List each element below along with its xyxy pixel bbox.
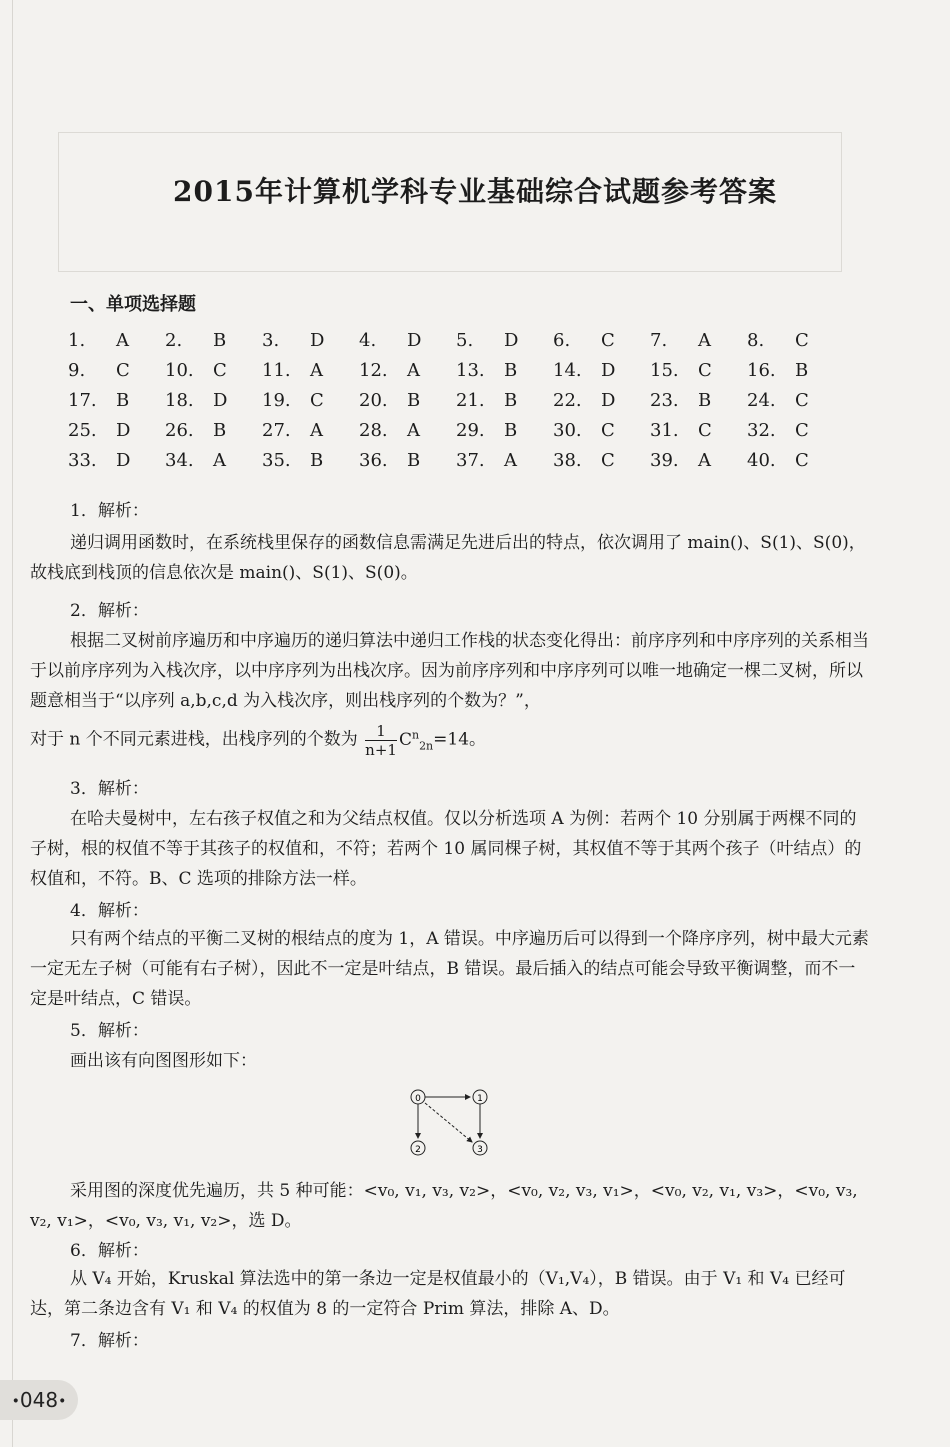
question-number: 8. — [747, 330, 765, 351]
answer-letter: B — [504, 390, 518, 411]
question-number: 12. — [359, 360, 388, 381]
answer-letter: C — [310, 390, 324, 411]
answer-letter: B — [504, 360, 518, 381]
comb-sup: n — [411, 728, 420, 741]
formula-result: =14。 — [433, 729, 487, 750]
answer-item — [456, 330, 518, 351]
answer-item — [68, 360, 130, 381]
question-number: 20. — [359, 390, 388, 411]
explanation-5-text: 画出该有向图图形如下： — [70, 1051, 257, 1071]
answer-item — [68, 330, 129, 351]
question-number: 13. — [456, 360, 485, 381]
answer-item — [650, 360, 712, 381]
answer-letter: B — [407, 390, 421, 411]
answer-item — [747, 450, 809, 471]
answer-item — [262, 330, 324, 351]
question-number: 21. — [456, 390, 485, 411]
explanation-7-label: 7．解析： — [70, 1331, 149, 1351]
answer-item — [456, 420, 517, 441]
fraction-denominator: n+1 — [365, 740, 397, 759]
question-number: 9. — [68, 360, 86, 381]
question-number: 33. — [68, 450, 97, 471]
answer-row — [68, 450, 828, 480]
answer-item — [650, 390, 711, 411]
answer-item — [650, 450, 711, 471]
answer-letter: B — [310, 450, 324, 471]
answer-item — [747, 360, 808, 381]
answer-letter: B — [698, 390, 712, 411]
comb-symbol: C — [398, 729, 412, 750]
page-title: 2015年计算机学科专业基础综合试题参考答案 — [173, 175, 777, 208]
formula-lead: 对于 n 个不同元素进栈，出栈序列的个数为 — [30, 729, 358, 750]
answer-letter: C — [795, 330, 809, 351]
answer-letter: A — [310, 360, 323, 381]
page-number-tab: •048• — [0, 1380, 78, 1420]
answer-item — [456, 360, 517, 381]
answer-letter: C — [116, 360, 130, 381]
explanation-1-text: 递归调用函数时，在系统栈里保存的函数信息需满足先进后出的特点，依次调用了 main()、S(1)、S(0)，故栈底到栈顶的信息依次是 main()、S(1)、S(0)。 — [30, 533, 866, 583]
answer-item — [165, 360, 227, 381]
combination — [398, 728, 434, 753]
answer-item — [262, 390, 324, 411]
question-number: 11. — [262, 360, 291, 381]
answer-letter: A — [213, 450, 226, 471]
question-number: 10. — [165, 360, 194, 381]
answer-letter: D — [504, 330, 519, 351]
explanation-2-label: 2．解析： — [70, 601, 149, 621]
answer-item — [68, 420, 130, 441]
question-number: 6. — [553, 330, 571, 351]
answer-item — [747, 390, 809, 411]
answer-item — [650, 420, 712, 441]
answer-letter: A — [116, 330, 129, 351]
answer-item — [359, 360, 420, 381]
answer-letter: D — [310, 330, 325, 351]
question-number: 34. — [165, 450, 194, 471]
answer-letter: D — [116, 450, 131, 471]
answer-letter: C — [795, 450, 809, 471]
answer-letter: C — [795, 420, 809, 441]
answer-item — [165, 450, 226, 471]
question-number: 7. — [650, 330, 668, 351]
node-3-label: 3 — [477, 1145, 483, 1155]
question-number: 29. — [456, 420, 485, 441]
explanation-4-text: 只有两个结点的平衡二叉树的根结点的度为 1，A 错误。中序遍历后可以得到一个降序序列，树中最大元素一定无左子树（可能有右子树），因此不一定是叶结点，B 错误。最后插入的结点可能会导致平衡调整，而不一定是叶结点，C 错误。 — [30, 929, 869, 1009]
question-number: 38. — [553, 450, 582, 471]
answer-letter: A — [698, 330, 711, 351]
binding-margin — [12, 0, 13, 1447]
explanation-3-text: 在哈夫曼树中，左右孩子权值之和为父结点权值。仅以分析选项 A 为例：若两个 10 分别属于两棵不同的子树，根的权值不等于其孩子的权值和，不符；若两个 10 属同棵子树，其权值不等于其两个孩子（叶结点）的权值和，不符。B、C 选项的排除方法一样。 — [30, 809, 862, 889]
answer-letter: D — [116, 420, 131, 441]
node-1-label: 1 — [477, 1094, 483, 1104]
answer-item — [456, 390, 517, 411]
explanation-2-formula-line — [30, 720, 870, 761]
question-number: 18. — [165, 390, 194, 411]
explanation-3-label: 3．解析： — [70, 779, 149, 799]
answer-item — [553, 420, 615, 441]
answer-item — [747, 330, 809, 351]
explanation-2-text: 根据二叉树前序遍历和中序遍历的递归算法中递归工作栈的状态变化得出：前序序列和中序序列的关系相当于以前序序列为入栈次序，以中序序列为出栈次序。因为前序序列和中序序列可以唯一地确定一棵二叉树，所以题意相当于“以序列 a,b,c,d 为入栈次序，则出栈序列的个数为？”， — [30, 631, 869, 711]
answer-item — [650, 330, 711, 351]
question-number: 32. — [747, 420, 776, 441]
answer-item — [68, 450, 130, 471]
answer-letter: B — [504, 420, 518, 441]
comb-sub: 2n — [419, 739, 434, 753]
answer-letter: D — [601, 360, 616, 381]
page-number: 048 — [19, 1388, 59, 1412]
answer-letter: C — [795, 390, 809, 411]
explanation-5-text2: 采用图的深度优先遍历，共 5 种可能：<v₀, v₁, v₃, v₂>，<v₀, v₂, v₃, v₁>，<v₀, v₂, v₁, v₃>，<v₀, v₃, v₂, v₁>，<v₀, v₃, v₁, v₂>，选 D。 — [30, 1181, 858, 1231]
question-number: 40. — [747, 450, 776, 471]
fraction-numerator: 1 — [365, 722, 397, 741]
question-number: 27. — [262, 420, 291, 441]
question-number: 3. — [262, 330, 280, 351]
answer-item — [165, 390, 227, 411]
explanation-5-label: 5．解析： — [70, 1021, 149, 1041]
answer-letter: B — [116, 390, 130, 411]
answer-item — [165, 330, 226, 351]
question-number: 4. — [359, 330, 377, 351]
answer-letter: D — [407, 330, 422, 351]
question-number: 25. — [68, 420, 97, 441]
explanation-6-label: 6．解析： — [70, 1241, 149, 1261]
answer-letter: C — [698, 420, 712, 441]
explanation-6-text: 从 V₄ 开始，Kruskal 算法选中的第一条边一定是权值最小的（V₁,V₄），B 错误。由于 V₁ 和 V₄ 已经可达，第二条边含有 V₁ 和 V₄ 的权值为 8 的一定符合 Prim 算法，排除 A、D。 — [30, 1269, 846, 1319]
question-number: 19. — [262, 390, 291, 411]
answer-item — [165, 420, 226, 441]
question-number: 14. — [553, 360, 582, 381]
question-number: 28. — [359, 420, 388, 441]
answer-row — [68, 330, 828, 360]
question-number: 5. — [456, 330, 474, 351]
answer-letter: B — [407, 450, 421, 471]
answer-item — [68, 390, 129, 411]
answer-item — [553, 450, 615, 471]
question-number: 1. — [68, 330, 86, 351]
explanation-4-label: 4．解析： — [70, 901, 149, 921]
answer-letter: B — [795, 360, 809, 381]
question-number: 30. — [553, 420, 582, 441]
answer-letter: A — [698, 450, 711, 471]
answer-letter: D — [601, 390, 616, 411]
section-heading: 一、单项选择题 — [70, 294, 196, 315]
answer-item — [456, 450, 517, 471]
question-number: 23. — [650, 390, 679, 411]
answer-item — [359, 450, 420, 471]
answer-letter: C — [601, 420, 615, 441]
answer-grid — [68, 330, 828, 480]
answer-item — [359, 390, 420, 411]
question-number: 37. — [456, 450, 485, 471]
answer-letter: A — [407, 420, 420, 441]
question-number: 15. — [650, 360, 679, 381]
answer-item — [359, 420, 420, 441]
answer-item — [553, 330, 615, 351]
answer-item — [747, 420, 809, 441]
answer-letter: A — [310, 420, 323, 441]
answer-row — [68, 390, 828, 420]
question-number: 39. — [650, 450, 679, 471]
answer-item — [553, 360, 615, 381]
answer-row — [68, 420, 828, 450]
answer-letter: A — [407, 360, 420, 381]
question-number: 36. — [359, 450, 388, 471]
question-number: 24. — [747, 390, 776, 411]
answer-letter: C — [601, 330, 615, 351]
answer-letter: B — [213, 330, 227, 351]
answer-letter: C — [213, 360, 227, 381]
explanation-1-label: 1．解析： — [70, 501, 149, 521]
question-number: 26. — [165, 420, 194, 441]
fraction — [365, 722, 397, 759]
answer-item — [359, 330, 421, 351]
answer-item — [553, 390, 615, 411]
answer-letter: C — [698, 360, 712, 381]
question-number: 2. — [165, 330, 183, 351]
answer-letter: B — [213, 420, 227, 441]
edge-0-3 — [425, 1103, 472, 1142]
question-number: 16. — [747, 360, 776, 381]
node-2-label: 2 — [415, 1145, 421, 1155]
answer-item — [262, 360, 323, 381]
answer-row — [68, 360, 828, 390]
directed-graph — [400, 1082, 500, 1162]
answer-item — [262, 420, 323, 441]
answer-item — [262, 450, 323, 471]
answer-letter: D — [213, 390, 228, 411]
question-number: 31. — [650, 420, 679, 441]
question-number: 22. — [553, 390, 582, 411]
answer-letter: A — [504, 450, 517, 471]
question-number: 17. — [68, 390, 97, 411]
answer-letter: C — [601, 450, 615, 471]
question-number: 35. — [262, 450, 291, 471]
node-0-label: 0 — [415, 1094, 421, 1104]
